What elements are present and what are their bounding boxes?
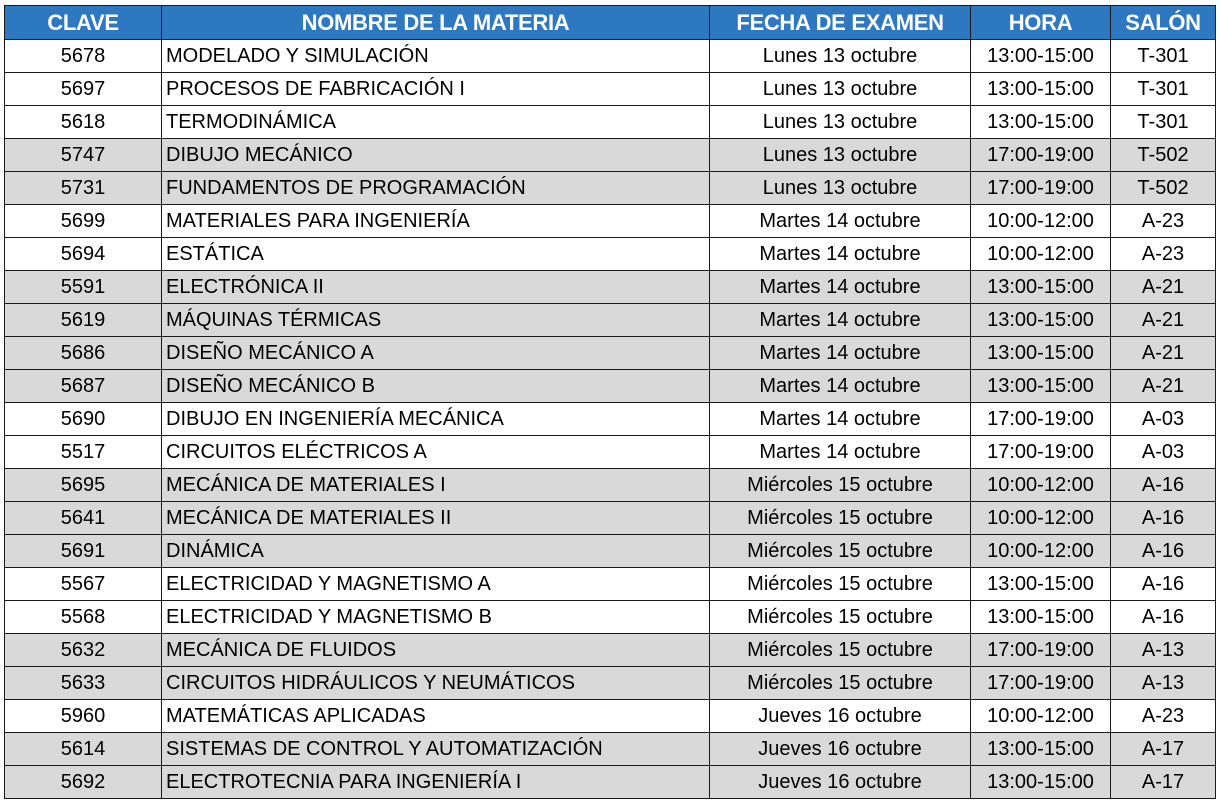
cell-fecha: Miércoles 15 octubre [710, 502, 971, 535]
cell-clave: 5591 [5, 271, 162, 304]
cell-nombre: CIRCUITOS ELÉCTRICOS A [162, 436, 710, 469]
table-row [5, 337, 1216, 370]
cell-clave: 5619 [5, 304, 162, 337]
cell-nombre: DISEÑO MECÁNICO B [162, 370, 710, 403]
table-row [5, 172, 1216, 205]
cell-fecha: Martes 14 octubre [710, 337, 971, 370]
table-row [5, 634, 1216, 667]
cell-salon: A-21 [1111, 304, 1216, 337]
cell-fecha: Lunes 13 octubre [710, 73, 971, 106]
cell-hora: 13:00-15:00 [971, 106, 1111, 139]
cell-clave: 5694 [5, 238, 162, 271]
cell-nombre: ELECTRICIDAD Y MAGNETISMO B [162, 601, 710, 634]
cell-nombre: PROCESOS DE FABRICACIÓN I [162, 73, 710, 106]
table-row [5, 139, 1216, 172]
cell-salon: A-16 [1111, 535, 1216, 568]
table-row [5, 370, 1216, 403]
cell-clave: 5632 [5, 634, 162, 667]
cell-salon: T-301 [1111, 40, 1216, 73]
cell-fecha: Lunes 13 octubre [710, 139, 971, 172]
cell-hora: 13:00-15:00 [971, 40, 1111, 73]
cell-nombre: FUNDAMENTOS DE PROGRAMACIÓN [162, 172, 710, 205]
table-row [5, 667, 1216, 700]
cell-nombre: MATERIALES PARA INGENIERÍA [162, 205, 710, 238]
cell-fecha: Martes 14 octubre [710, 436, 971, 469]
table-row [5, 601, 1216, 634]
cell-nombre: CIRCUITOS HIDRÁULICOS Y NEUMÁTICOS [162, 667, 710, 700]
cell-salon: T-301 [1111, 73, 1216, 106]
table-row [5, 700, 1216, 733]
cell-salon: A-21 [1111, 271, 1216, 304]
cell-nombre: MECÁNICA DE MATERIALES II [162, 502, 710, 535]
cell-clave: 5618 [5, 106, 162, 139]
cell-hora: 10:00-12:00 [971, 205, 1111, 238]
cell-clave: 5731 [5, 172, 162, 205]
cell-hora: 13:00-15:00 [971, 766, 1111, 799]
cell-fecha: Martes 14 octubre [710, 238, 971, 271]
cell-salon: T-502 [1111, 172, 1216, 205]
cell-clave: 5686 [5, 337, 162, 370]
cell-nombre: TERMODINÁMICA [162, 106, 710, 139]
table-row [5, 436, 1216, 469]
cell-hora: 17:00-19:00 [971, 667, 1111, 700]
cell-hora: 13:00-15:00 [971, 304, 1111, 337]
exam-schedule-table [4, 5, 1216, 799]
cell-nombre: SISTEMAS DE CONTROL Y AUTOMATIZACIÓN [162, 733, 710, 766]
cell-fecha: Miércoles 15 octubre [710, 568, 971, 601]
cell-salon: A-17 [1111, 766, 1216, 799]
cell-nombre: DIBUJO MECÁNICO [162, 139, 710, 172]
cell-fecha: Martes 14 octubre [710, 205, 971, 238]
cell-clave: 5699 [5, 205, 162, 238]
cell-hora: 13:00-15:00 [971, 73, 1111, 106]
cell-nombre: MODELADO Y SIMULACIÓN [162, 40, 710, 73]
cell-nombre: ELECTROTECNIA PARA INGENIERÍA I [162, 766, 710, 799]
cell-salon: A-23 [1111, 700, 1216, 733]
table-row [5, 304, 1216, 337]
cell-nombre: DINÁMICA [162, 535, 710, 568]
cell-fecha: Martes 14 octubre [710, 304, 971, 337]
cell-fecha: Lunes 13 octubre [710, 106, 971, 139]
header-clave: CLAVE [5, 6, 162, 40]
cell-clave: 5697 [5, 73, 162, 106]
cell-hora: 10:00-12:00 [971, 238, 1111, 271]
cell-nombre: MECÁNICA DE FLUIDOS [162, 634, 710, 667]
cell-hora: 17:00-19:00 [971, 172, 1111, 205]
cell-hora: 13:00-15:00 [971, 601, 1111, 634]
cell-salon: A-16 [1111, 601, 1216, 634]
cell-hora: 17:00-19:00 [971, 436, 1111, 469]
cell-fecha: Lunes 13 octubre [710, 172, 971, 205]
cell-clave: 5692 [5, 766, 162, 799]
cell-salon: A-21 [1111, 370, 1216, 403]
cell-fecha: Miércoles 15 octubre [710, 667, 971, 700]
table-row [5, 403, 1216, 436]
table-row [5, 238, 1216, 271]
cell-hora: 10:00-12:00 [971, 700, 1111, 733]
header-nombre: NOMBRE DE LA MATERIA [162, 6, 710, 40]
cell-nombre: DISEÑO MECÁNICO A [162, 337, 710, 370]
cell-hora: 13:00-15:00 [971, 370, 1111, 403]
header-hora: HORA [971, 6, 1111, 40]
cell-nombre: ELECTRICIDAD Y MAGNETISMO A [162, 568, 710, 601]
cell-nombre: MÁQUINAS TÉRMICAS [162, 304, 710, 337]
table-row [5, 40, 1216, 73]
cell-clave: 5567 [5, 568, 162, 601]
cell-salon: A-16 [1111, 469, 1216, 502]
cell-fecha: Miércoles 15 octubre [710, 469, 971, 502]
table-row [5, 106, 1216, 139]
cell-hora: 10:00-12:00 [971, 535, 1111, 568]
cell-clave: 5690 [5, 403, 162, 436]
cell-hora: 13:00-15:00 [971, 568, 1111, 601]
cell-clave: 5614 [5, 733, 162, 766]
cell-salon: A-16 [1111, 568, 1216, 601]
cell-clave: 5568 [5, 601, 162, 634]
cell-fecha: Martes 14 octubre [710, 403, 971, 436]
table-row [5, 469, 1216, 502]
cell-clave: 5960 [5, 700, 162, 733]
cell-fecha: Martes 14 octubre [710, 370, 971, 403]
table-row [5, 271, 1216, 304]
cell-salon: T-502 [1111, 139, 1216, 172]
cell-fecha: Martes 14 octubre [710, 271, 971, 304]
cell-hora: 10:00-12:00 [971, 469, 1111, 502]
cell-nombre: DIBUJO EN INGENIERÍA MECÁNICA [162, 403, 710, 436]
cell-hora: 13:00-15:00 [971, 337, 1111, 370]
cell-fecha: Miércoles 15 octubre [710, 634, 971, 667]
cell-clave: 5691 [5, 535, 162, 568]
cell-nombre: MECÁNICA DE MATERIALES I [162, 469, 710, 502]
table-row [5, 568, 1216, 601]
table-row [5, 733, 1216, 766]
cell-clave: 5641 [5, 502, 162, 535]
table-row [5, 535, 1216, 568]
cell-fecha: Jueves 16 octubre [710, 766, 971, 799]
table-header [5, 6, 1216, 40]
cell-clave: 5695 [5, 469, 162, 502]
table-row [5, 502, 1216, 535]
cell-clave: 5678 [5, 40, 162, 73]
cell-salon: A-17 [1111, 733, 1216, 766]
cell-fecha: Lunes 13 octubre [710, 40, 971, 73]
table-row [5, 766, 1216, 799]
table-row [5, 205, 1216, 238]
cell-clave: 5747 [5, 139, 162, 172]
cell-salon: A-23 [1111, 205, 1216, 238]
header-salon: SALÓN [1111, 6, 1216, 40]
cell-nombre: ELECTRÓNICA II [162, 271, 710, 304]
cell-hora: 13:00-15:00 [971, 271, 1111, 304]
cell-salon: A-23 [1111, 238, 1216, 271]
cell-salon: A-13 [1111, 667, 1216, 700]
cell-fecha: Jueves 16 octubre [710, 700, 971, 733]
cell-salon: T-301 [1111, 106, 1216, 139]
header-fecha: FECHA DE EXAMEN [710, 6, 971, 40]
cell-salon: A-03 [1111, 403, 1216, 436]
cell-clave: 5633 [5, 667, 162, 700]
cell-hora: 17:00-19:00 [971, 139, 1111, 172]
cell-nombre: ESTÁTICA [162, 238, 710, 271]
table-body [5, 40, 1216, 799]
cell-hora: 17:00-19:00 [971, 403, 1111, 436]
header-row [5, 6, 1216, 40]
cell-hora: 17:00-19:00 [971, 634, 1111, 667]
cell-hora: 13:00-15:00 [971, 733, 1111, 766]
cell-salon: A-21 [1111, 337, 1216, 370]
cell-clave: 5687 [5, 370, 162, 403]
cell-fecha: Miércoles 15 octubre [710, 535, 971, 568]
cell-clave: 5517 [5, 436, 162, 469]
table-row [5, 73, 1216, 106]
cell-salon: A-03 [1111, 436, 1216, 469]
cell-fecha: Miércoles 15 octubre [710, 601, 971, 634]
cell-hora: 10:00-12:00 [971, 502, 1111, 535]
cell-salon: A-13 [1111, 634, 1216, 667]
cell-fecha: Jueves 16 octubre [710, 733, 971, 766]
cell-nombre: MATEMÁTICAS APLICADAS [162, 700, 710, 733]
cell-salon: A-16 [1111, 502, 1216, 535]
